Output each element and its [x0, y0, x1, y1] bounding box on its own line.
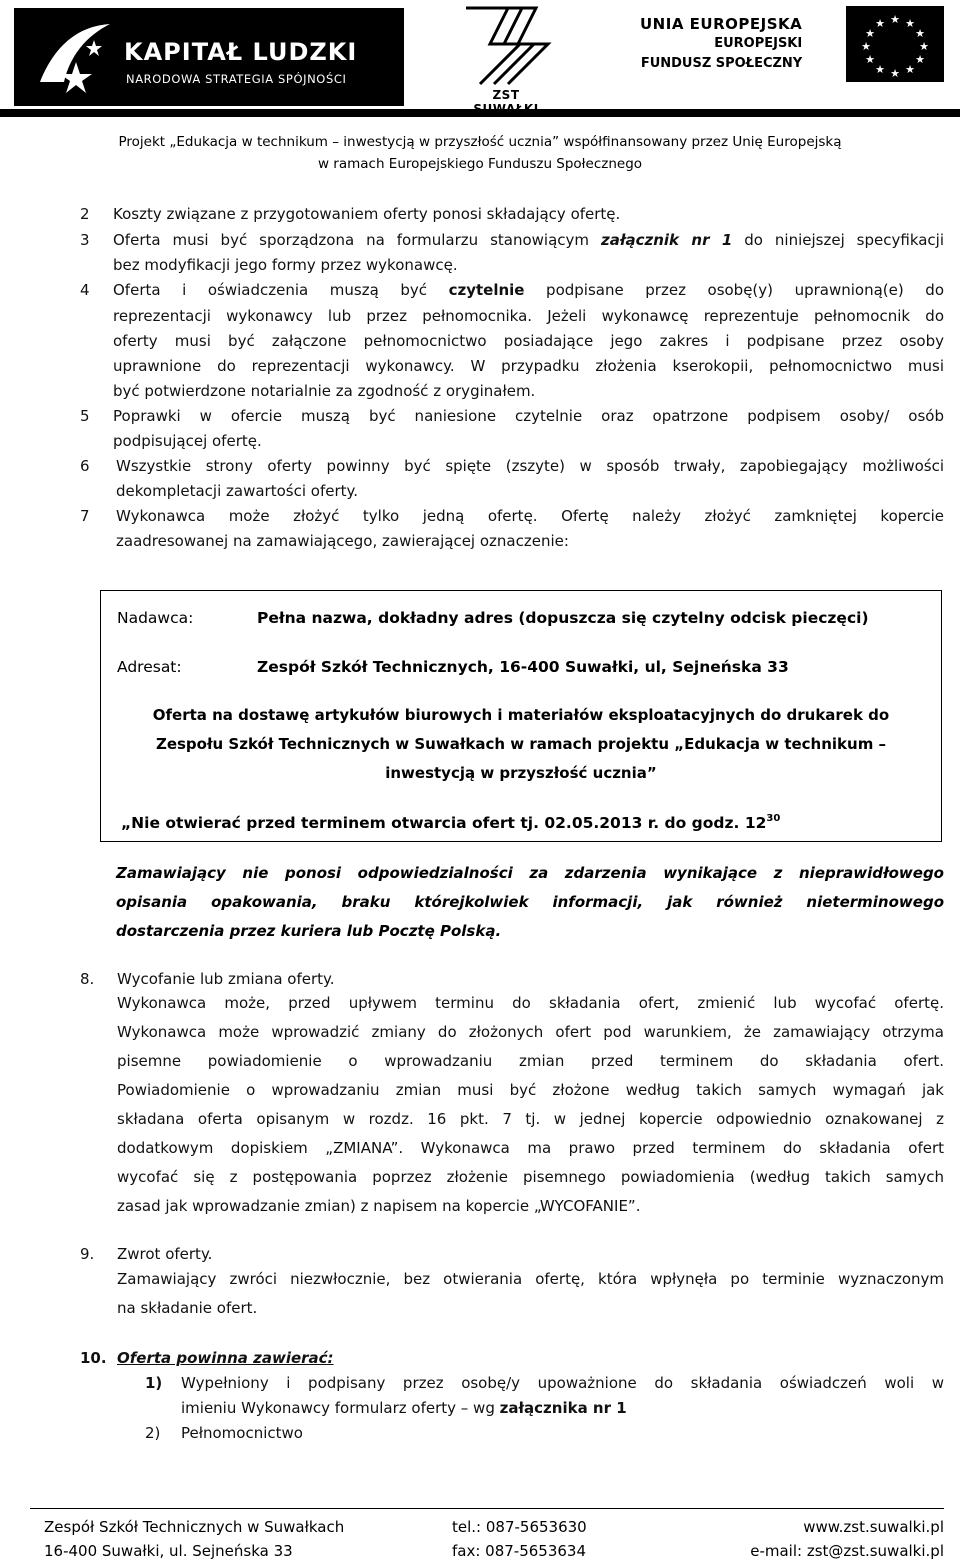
section-9-line-1: Zamawiający zwróci niezwłocznie, bez otwierania ofertę, która wpłynęła po terminie wyznaczonym	[117, 1270, 944, 1288]
eu-logo-text	[640, 14, 802, 74]
header-divider	[0, 109, 960, 117]
addressee-label: Adresat:	[117, 658, 182, 676]
disclaimer-line-2: opisania opakowania, braku którejkolwiek informacji, jak również nieterminowego	[116, 893, 944, 911]
section-10-sub1-line-2	[181, 1396, 627, 1421]
item-6-line-1: Wszystkie strony oferty powinny być spięte (zszyte) w sposób trwały, zapobiegający możliwości	[116, 457, 944, 475]
envelope-label-box	[100, 590, 942, 842]
kapital-ludzki-subtitle: NARODOWA STRATEGIA SPÓJNOŚCI	[126, 72, 347, 86]
zst-logo-text: ZST	[492, 88, 520, 102]
section-9-line-2: na składanie ofert.	[117, 1299, 258, 1317]
offer-title-line-2: Zespołu Szkół Technicznych w Suwałkach w ramach projektu „Edukacja w technikum –	[155, 735, 887, 753]
section-8-line: dodatkowym dopiskiem „ZMIANA”. Wykonawca ma prawo przed terminem do składania ofert	[117, 1139, 944, 1157]
section-8-number: 8.	[80, 970, 95, 988]
item-7-line-2: zaadresowanej na zamawiającego, zawierającej oznaczenie:	[116, 532, 569, 550]
item-4-line-1	[113, 278, 944, 303]
item-4-text-a: Oferta i oświadczenia muszą być	[113, 281, 449, 299]
section-8-line: Powiadomienie o wprowadzaniu zmian musi być złożone według takich samych wymagań jak	[117, 1081, 944, 1099]
item-4-line-2: reprezentacji wykonawcy lub przez pełnomocnika. Jeżeli wykonawcę reprezentuje pełnomocnik do	[113, 307, 944, 325]
footer-fax: fax: 087-5653634	[452, 1542, 587, 1560]
footer-website-link[interactable]: www.zst.suwalki.pl	[803, 1518, 944, 1536]
disclaimer-line-3: dostarczenia przez kuriera lub Pocztę Polską.	[116, 922, 502, 940]
svg-text:★: ★	[905, 63, 915, 76]
zst-logo-icon	[460, 4, 554, 88]
svg-text:★: ★	[919, 40, 929, 53]
svg-text:★: ★	[915, 27, 925, 40]
item-4-line-5: być potwierdzone notarialnie za zgodność z oryginałem.	[113, 382, 536, 400]
disclaimer-line-1: Zamawiający nie ponosi odpowiedzialności za zdarzenia wynikające z nieprawidłowego	[116, 864, 944, 882]
item-3-text-c: do niniejszej specyfikacji	[732, 231, 945, 249]
eu-line2: EUROPEJSKI	[714, 36, 803, 51]
project-line-1: Projekt „Edukacja w technikum – inwestycją w przyszłość ucznia” współfinansowany przez Unię Europejską	[118, 134, 842, 150]
item-4-line-4: uprawnione do reprezentacji wykonawcy. W przypadku złożenia kserokopii, pełnomocnictwo musi	[113, 357, 944, 375]
item-5-line-1: Poprawki w ofercie muszą być naniesione czytelnie oraz opatrzone podpisem osoby/ osób	[113, 407, 944, 425]
page-header	[0, 0, 960, 180]
section-8-title: Wycofanie lub zmiana oferty.	[117, 970, 335, 988]
footer-divider	[30, 1508, 944, 1509]
item-number: 7	[80, 507, 90, 525]
section-10-sub1-line-1: Wypełniony i podpisany przez osobę/y upoważnione do składania oświadczeń woli w	[181, 1374, 944, 1392]
addressee-value: Zespół Szkół Technicznych, 16-400 Suwałki, ul, Sejneńska 33	[257, 658, 789, 676]
svg-text:★: ★	[915, 53, 925, 66]
sub1-attachment-ref: załącznika nr 1	[499, 1399, 627, 1417]
item-3-line-1	[113, 228, 944, 253]
section-10-sub1-number: 1)	[145, 1374, 163, 1392]
do-not-open-notice	[121, 813, 780, 832]
footer-school-name: Zespół Szkół Technicznych w Suwałkach	[44, 1518, 345, 1536]
svg-text:★: ★	[905, 17, 915, 30]
section-10-title: Oferta powinna zawierać:	[117, 1349, 334, 1367]
eu-line3: FUNDUSZ SPOŁECZNY	[640, 56, 803, 71]
svg-text:★: ★	[890, 67, 900, 80]
sender-value: Pełna nazwa, dokładny adres (dopuszcza się czytelny odcisk pieczęci)	[257, 609, 869, 627]
section-9-number: 9.	[80, 1245, 95, 1263]
notice-superscript: 30	[766, 813, 781, 824]
item-3-line-2: bez modyfikacji jego formy przez wykonawcę.	[113, 256, 458, 274]
sender-label: Nadawca:	[117, 609, 194, 627]
svg-text:★: ★	[875, 63, 885, 76]
section-9-title: Zwrot oferty.	[117, 1245, 213, 1263]
item-4-bold: czytelnie	[448, 281, 525, 299]
item-3-attachment-ref: załącznik nr 1	[600, 231, 733, 249]
section-8-line: wycofać się z postępowania poprzez złożenie pisemnego powiadomienia (według takich samych	[117, 1168, 944, 1186]
section-8-line: Wykonawca może wprowadzić zmiany do złożonych ofert pod warunkiem, że zamawiający otrzyma	[117, 1023, 944, 1041]
section-10-sub2-number: 2)	[145, 1424, 161, 1442]
kapital-ludzki-emblem-icon	[36, 22, 114, 96]
eu-line1: UNIA EUROPEJSKA	[640, 15, 803, 33]
item-number: 6	[80, 457, 90, 475]
svg-text:★: ★	[890, 13, 900, 26]
offer-title-line-1: Oferta na dostawę artykułów biurowych i materiałów eksploatacyjnych do drukarek do	[152, 706, 890, 724]
svg-text:★: ★	[861, 40, 871, 53]
offer-title-line-3: inwestycją w przyszłość ucznia”	[385, 764, 657, 782]
svg-text:★: ★	[865, 53, 875, 66]
item-2-text: Koszty związane z przygotowaniem oferty ponosi składający ofertę.	[113, 205, 621, 223]
item-number: 2	[80, 205, 90, 223]
item-number: 4	[80, 281, 90, 299]
item-number: 5	[80, 407, 90, 425]
svg-text:★: ★	[865, 27, 875, 40]
item-number: 3	[80, 231, 90, 249]
item-5-line-2: podpisującej ofertę.	[113, 432, 262, 450]
item-7-line-1: Wykonawca może złożyć tylko jedną ofertę. Ofertę należy złożyć zamkniętej kopercie	[116, 507, 944, 525]
section-8-line: pisemne powiadomienie o wprowadzaniu zmian przed terminem do składania ofert.	[117, 1052, 944, 1070]
item-4-text-c: podpisane przez osobę(y) uprawnioną(e) do	[524, 281, 944, 299]
section-10-number: 10.	[80, 1349, 107, 1367]
footer-phone: tel.: 087-5653630	[452, 1518, 587, 1536]
section-10-sub2-text: Pełnomocnictwo	[181, 1424, 303, 1442]
section-8-line: składana oferta opisanym w rozdz. 16 pkt. 7 tj. w jednej kopercie odpowiednio oznakowanej z	[117, 1110, 944, 1128]
project-line-2: w ramach Europejskiego Funduszu Społecznego	[317, 156, 643, 172]
footer-address: 16-400 Suwałki, ul. Sejneńska 33	[44, 1542, 293, 1560]
kapital-ludzki-title: KAPITAŁ LUDZKI	[124, 38, 358, 66]
kapital-ludzki-logo	[14, 8, 404, 106]
svg-text:★: ★	[875, 17, 885, 30]
item-3-text-a: Oferta musi być sporządzona na formularzu stanowiącym	[113, 231, 601, 249]
section-8-line: zasad jak wprowadzanie zmian) z napisem na kopercie „WYCOFANIE”.	[117, 1197, 641, 1215]
item-6-line-2: dekompletacji zawartości oferty.	[116, 482, 359, 500]
item-4-line-3: oferty musi być załączone pełnomocnictwo posiadające jego zakres i podpisane przez osoby	[113, 332, 944, 350]
eu-flag-icon	[846, 6, 944, 82]
section-8-line: Wykonawca może, przed upływem terminu do składania ofert, zmienić lub wycofać ofertę.	[117, 994, 944, 1012]
footer-email-link[interactable]: e-mail: zst@zst.suwalki.pl	[750, 1542, 944, 1560]
sub1-text: imieniu Wykonawcy formularz oferty – wg	[181, 1399, 500, 1417]
notice-text: „Nie otwierać przed terminem otwarcia ofert tj. 02.05.2013 r. do godz. 12	[121, 814, 767, 832]
